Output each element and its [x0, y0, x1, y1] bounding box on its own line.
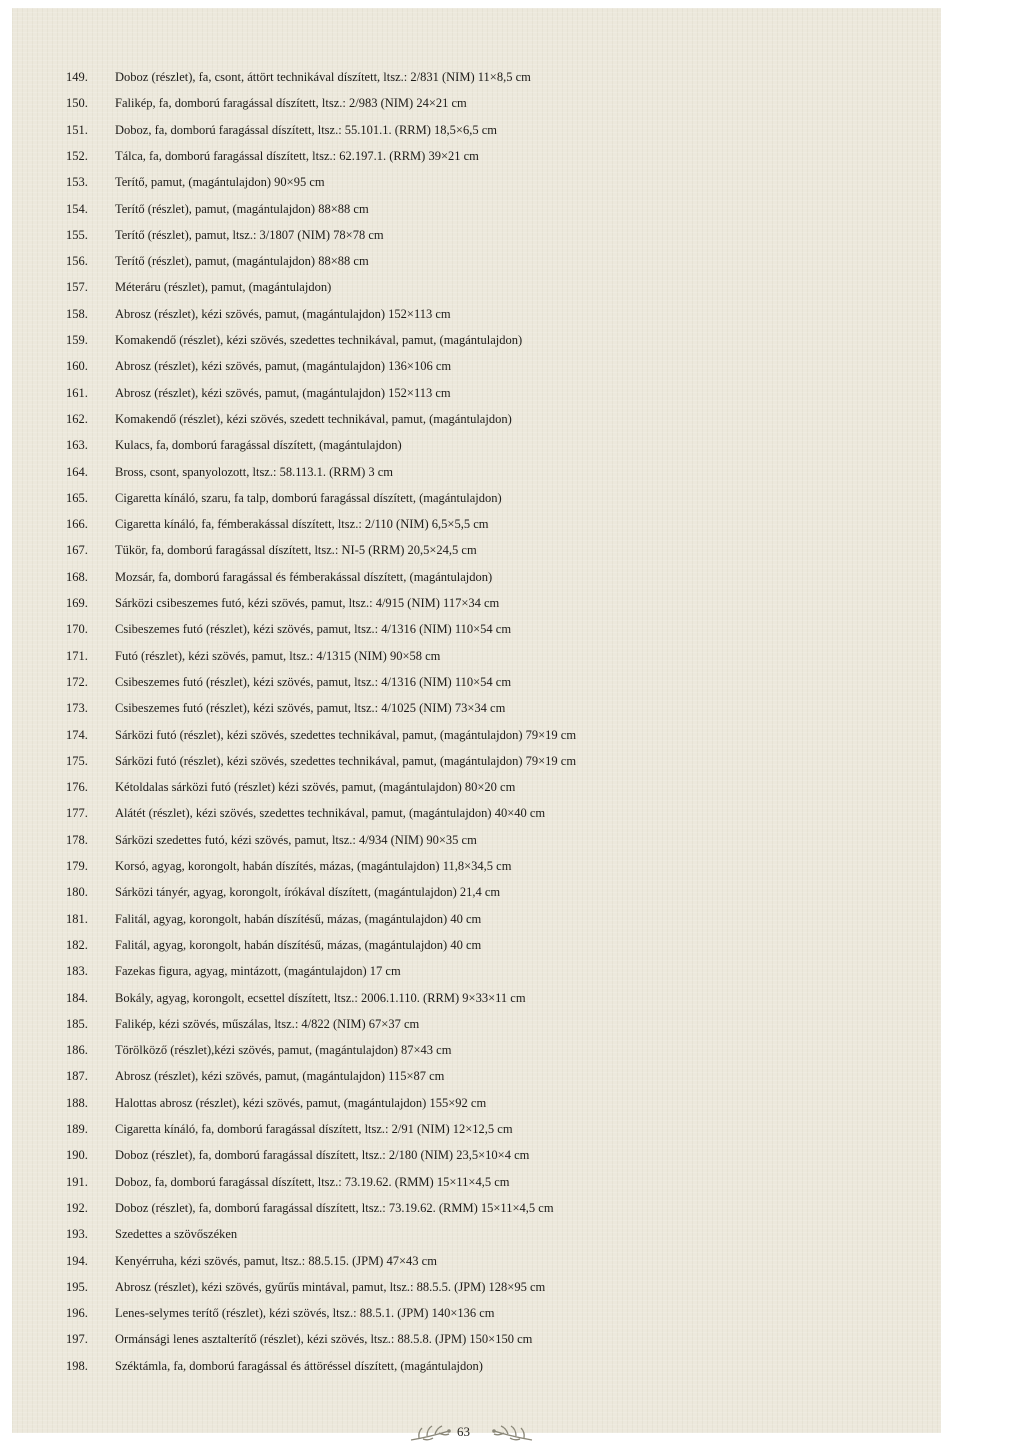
caption-entry: [12, 224, 941, 246]
caption-entry: [12, 855, 941, 877]
caption-entry: [12, 1328, 941, 1350]
entry-caption: Fazekas figura, agyag, mintázott, (magántulajdon) 17 cm: [115, 964, 401, 979]
entry-number: 168.: [66, 569, 88, 584]
entry-caption: Doboz, fa, domború faragással díszített, ltsz.: 55.101.1. (RRM) 18,5×6,5 cm: [115, 122, 497, 137]
caption-entry: [12, 66, 941, 88]
caption-entry: [12, 276, 941, 298]
caption-entry: [12, 355, 941, 377]
caption-entry: [12, 934, 941, 956]
entry-number: 171.: [66, 648, 88, 663]
entry-caption: Sárközi tányér, agyag, korongolt, írókával díszített, (magántulajdon) 21,4 cm: [115, 885, 501, 900]
entry-caption: Komakendő (részlet), kézi szövés, szedett technikával, pamut, (magántulajdon): [115, 411, 512, 426]
page-number: 63: [457, 1424, 470, 1439]
caption-entry: [12, 382, 941, 404]
entry-caption: Sárközi futó (részlet), kézi szövés, szedettes technikával, pamut, (magántulajdon) 79×19 cm: [115, 727, 577, 742]
caption-entry: [12, 1065, 941, 1087]
entry-number: 190.: [66, 1148, 88, 1163]
caption-entry: [12, 960, 941, 982]
caption-entry: [12, 802, 941, 824]
entry-caption: Széktámla, fa, domború faragással és áttöréssel díszített, (magántulajdon): [115, 1358, 483, 1373]
entry-number: 159.: [66, 333, 88, 347]
entry-number: 193.: [66, 1227, 88, 1242]
caption-entry: [12, 645, 941, 667]
entry-caption: Halottas abrosz (részlet), kézi szövés, pamut, (magántulajdon) 155×92 cm: [115, 1095, 487, 1110]
entry-number: 167.: [66, 543, 88, 558]
floral-ornament-right-icon: [490, 1422, 534, 1444]
entry-number: 192.: [66, 1200, 88, 1215]
caption-entry: [12, 250, 941, 272]
caption-entry: [12, 513, 941, 535]
entry-caption: Kétoldalas sárközi futó (részlet) kézi szövés, pamut, (magántulajdon) 80×20 cm: [115, 780, 516, 795]
entry-caption: Tálca, fa, domború faragással díszített, ltsz.: 62.197.1. (RRM) 39×21 cm: [115, 148, 479, 163]
caption-entry: [12, 119, 941, 141]
caption-entry: [12, 303, 941, 325]
caption-entry: [12, 776, 941, 798]
entry-caption: Doboz (részlet), fa, csont, áttört technikával díszített, ltsz.: 2/831 (NIM) 11×8,5 cm: [115, 70, 531, 84]
entry-number: 178.: [66, 832, 88, 847]
caption-entry: [12, 987, 941, 1009]
entry-number: 198.: [66, 1358, 88, 1373]
entry-caption: Doboz, fa, domború faragással díszített, ltsz.: 73.19.62. (RMM) 15×11×4,5 cm: [115, 1174, 510, 1189]
caption-entry: [12, 92, 941, 114]
caption-entry: [12, 1276, 941, 1298]
caption-entry: [12, 566, 941, 588]
entry-number: 189.: [66, 1122, 88, 1136]
entry-caption: Ormánsági lenes asztalterítő (részlet), kézi szövés, ltsz.: 88.5.8. (JPM) 150×150 cm: [115, 1332, 533, 1347]
entry-caption: Cigaretta kínáló, szaru, fa talp, domború faragással díszített, (magántulajdon): [115, 490, 502, 505]
caption-entry: [12, 171, 941, 193]
entry-caption: Tükör, fa, domború faragással díszített, ltsz.: NI-5 (RRM) 20,5×24,5 cm: [115, 543, 477, 558]
caption-entry: [12, 592, 941, 614]
entry-caption: Falikép, fa, domború faragással díszített, ltsz.: 2/983 (NIM) 24×21 cm: [115, 96, 467, 111]
entry-caption: Abrosz (részlet), kézi szövés, pamut, (magántulajdon) 152×113 cm: [115, 306, 451, 321]
entry-number: 164.: [66, 464, 88, 479]
entry-number: 162.: [66, 411, 88, 426]
entry-caption: Abrosz (részlet), kézi szövés, pamut, (magántulajdon) 152×113 cm: [115, 385, 451, 400]
entry-caption: Bokály, agyag, korongolt, ecsettel díszített, ltsz.: 2006.1.110. (RRM) 9×33×11 cm: [115, 990, 526, 1005]
document-page: [12, 8, 941, 1439]
entry-number: 185.: [66, 1016, 88, 1031]
entry-number: 155.: [66, 227, 88, 242]
entry-number: 196.: [66, 1306, 88, 1321]
caption-entry: [12, 198, 941, 220]
entry-number: 165.: [66, 490, 88, 505]
entry-caption: Sárközi szedettes futó, kézi szövés, pamut, ltsz.: 4/934 (NIM) 90×35 cm: [115, 832, 477, 847]
caption-entry: [12, 487, 941, 509]
floral-ornament-left-icon: [409, 1422, 453, 1444]
entry-caption: Kenyérruha, kézi szövés, pamut, ltsz.: 88.5.15. (JPM) 47×43 cm: [115, 1253, 437, 1268]
entry-caption: Terítő (részlet), pamut, ltsz.: 3/1807 (NIM) 78×78 cm: [115, 227, 384, 242]
caption-entry: [12, 1039, 941, 1061]
entry-caption: Falitál, agyag, korongolt, habán díszítésű, mázas, (magántulajdon) 40 cm: [115, 937, 482, 952]
entry-caption: Szedettes a szövőszéken: [115, 1227, 238, 1242]
entry-caption: Abrosz (részlet), kézi szövés, pamut, (magántulajdon) 115×87 cm: [115, 1069, 445, 1084]
entry-number: 169.: [66, 596, 88, 610]
entry-number: 191.: [66, 1174, 88, 1189]
caption-entry: [12, 1355, 941, 1377]
caption-entry: [12, 750, 941, 772]
entry-caption: Sárközi futó (részlet), kézi szövés, szedettes technikával, pamut, (magántulajdon) 79×19 cm: [115, 753, 577, 768]
caption-entry: [12, 461, 941, 483]
entry-caption: Csibeszemes futó (részlet), kézi szövés, pamut, ltsz.: 4/1316 (NIM) 110×54 cm: [115, 674, 512, 689]
entry-caption: Komakendő (részlet), kézi szövés, szedettes technikával, pamut, (magántulajdon): [115, 333, 523, 347]
entry-number: 158.: [66, 306, 88, 321]
caption-entry: [12, 881, 941, 903]
entry-number: 157.: [66, 280, 88, 295]
caption-entry: [12, 1171, 941, 1193]
caption-entry: [12, 1092, 941, 1114]
caption-entry: [12, 697, 941, 719]
caption-list: [12, 8, 941, 1433]
entry-number: 184.: [66, 990, 88, 1005]
caption-entry: [12, 1223, 941, 1245]
entry-caption: Csibeszemes futó (részlet), kézi szövés, pamut, ltsz.: 4/1316 (NIM) 110×54 cm: [115, 622, 512, 637]
entry-caption: Bross, csont, spanyolozott, ltsz.: 58.113.1. (RRM) 3 cm: [115, 464, 393, 479]
entry-caption: Terítő (részlet), pamut, (magántulajdon) 88×88 cm: [115, 201, 369, 216]
entry-number: 181.: [66, 911, 88, 926]
page-footer: [12, 1418, 941, 1448]
caption-entry: [12, 408, 941, 430]
entry-caption: Sárközi csibeszemes futó, kézi szövés, pamut, ltsz.: 4/915 (NIM) 117×34 cm: [115, 596, 500, 610]
entry-number: 195.: [66, 1279, 88, 1294]
entry-number: 154.: [66, 201, 88, 216]
entry-number: 194.: [66, 1253, 88, 1268]
caption-entry: [12, 145, 941, 167]
entry-number: 153.: [66, 175, 88, 190]
entry-caption: Méteráru (részlet), pamut, (magántulajdon): [115, 280, 332, 295]
entry-number: 175.: [66, 753, 88, 768]
entry-number: 174.: [66, 727, 88, 742]
entry-number: 176.: [66, 780, 88, 795]
entry-caption: Terítő, pamut, (magántulajdon) 90×95 cm: [115, 175, 325, 190]
entry-caption: Cigaretta kínáló, fa, domború faragással díszített, ltsz.: 2/91 (NIM) 12×12,5 cm: [115, 1122, 513, 1136]
caption-entry: [12, 724, 941, 746]
entry-number: 197.: [66, 1332, 88, 1347]
entry-caption: Kulacs, fa, domború faragással díszített, (magántulajdon): [115, 438, 402, 453]
entry-caption: Alátét (részlet), kézi szövés, szedettes technikával, pamut, (magántulajdon) 40×40 cm: [115, 806, 546, 821]
caption-entry: [12, 1013, 941, 1035]
caption-entry: [12, 1144, 941, 1166]
entry-caption: Mozsár, fa, domború faragással és fémberakással díszített, (magántulajdon): [115, 569, 493, 584]
caption-entry: [12, 539, 941, 561]
entry-number: 156.: [66, 254, 88, 269]
entry-caption: Cigaretta kínáló, fa, fémberakással díszített, ltsz.: 2/110 (NIM) 6,5×5,5 cm: [115, 517, 489, 532]
entry-number: 163.: [66, 438, 88, 453]
entry-caption: Doboz (részlet), fa, domború faragással díszített, ltsz.: 2/180 (NIM) 23,5×10×4 cm: [115, 1148, 530, 1163]
entry-caption: Falikép, kézi szövés, műszálas, ltsz.: 4/822 (NIM) 67×37 cm: [115, 1016, 420, 1031]
entry-caption: Futó (részlet), kézi szövés, pamut, ltsz.: 4/1315 (NIM) 90×58 cm: [115, 648, 441, 663]
entry-number: 170.: [66, 622, 88, 637]
entry-number: 161.: [66, 385, 88, 400]
entry-number: 182.: [66, 937, 88, 952]
entry-number: 183.: [66, 964, 88, 979]
entry-number: 188.: [66, 1095, 88, 1110]
caption-entry: [12, 434, 941, 456]
entry-number: 179.: [66, 859, 88, 873]
entry-number: 160.: [66, 359, 88, 374]
entry-number: 150.: [66, 96, 88, 111]
entry-caption: Csibeszemes futó (részlet), kézi szövés, pamut, ltsz.: 4/1025 (NIM) 73×34 cm: [115, 701, 506, 716]
entry-caption: Falitál, agyag, korongolt, habán díszítésű, mázas, (magántulajdon) 40 cm: [115, 911, 482, 926]
caption-entry: [12, 1118, 941, 1140]
caption-entry: [12, 1250, 941, 1272]
entry-number: 151.: [66, 122, 88, 137]
entry-number: 180.: [66, 885, 88, 900]
caption-entry: [12, 329, 941, 351]
caption-entry: [12, 1302, 941, 1324]
entry-number: 166.: [66, 517, 88, 532]
entry-number: 177.: [66, 806, 88, 821]
entry-number: 187.: [66, 1069, 88, 1084]
entry-caption: Abrosz (részlet), kézi szövés, pamut, (magántulajdon) 136×106 cm: [115, 359, 452, 374]
caption-entry: [12, 829, 941, 851]
entry-caption: Lenes-selymes terítő (részlet), kézi szövés, ltsz.: 88.5.1. (JPM) 140×136 cm: [115, 1306, 495, 1321]
caption-entry: [12, 1197, 941, 1219]
entry-caption: Törölköző (részlet),kézi szövés, pamut, (magántulajdon) 87×43 cm: [115, 1043, 452, 1058]
entry-number: 172.: [66, 674, 88, 689]
caption-entry: [12, 908, 941, 930]
entry-caption: Korsó, agyag, korongolt, habán díszítés, mázas, (magántulajdon) 11,8×34,5 cm: [115, 859, 512, 873]
entry-caption: Doboz (részlet), fa, domború faragással díszített, ltsz.: 73.19.62. (RMM) 15×11×4,5 cm: [115, 1200, 554, 1215]
caption-entry: [12, 671, 941, 693]
entry-number: 149.: [66, 70, 88, 84]
entry-number: 152.: [66, 148, 88, 163]
caption-entry: [12, 618, 941, 640]
entry-number: 173.: [66, 701, 88, 716]
entry-number: 186.: [66, 1043, 88, 1058]
entry-caption: Terítő (részlet), pamut, (magántulajdon) 88×88 cm: [115, 254, 369, 269]
entry-caption: Abrosz (részlet), kézi szövés, gyűrűs mintával, pamut, ltsz.: 88.5.5. (JPM) 128×95 cm: [115, 1279, 546, 1294]
